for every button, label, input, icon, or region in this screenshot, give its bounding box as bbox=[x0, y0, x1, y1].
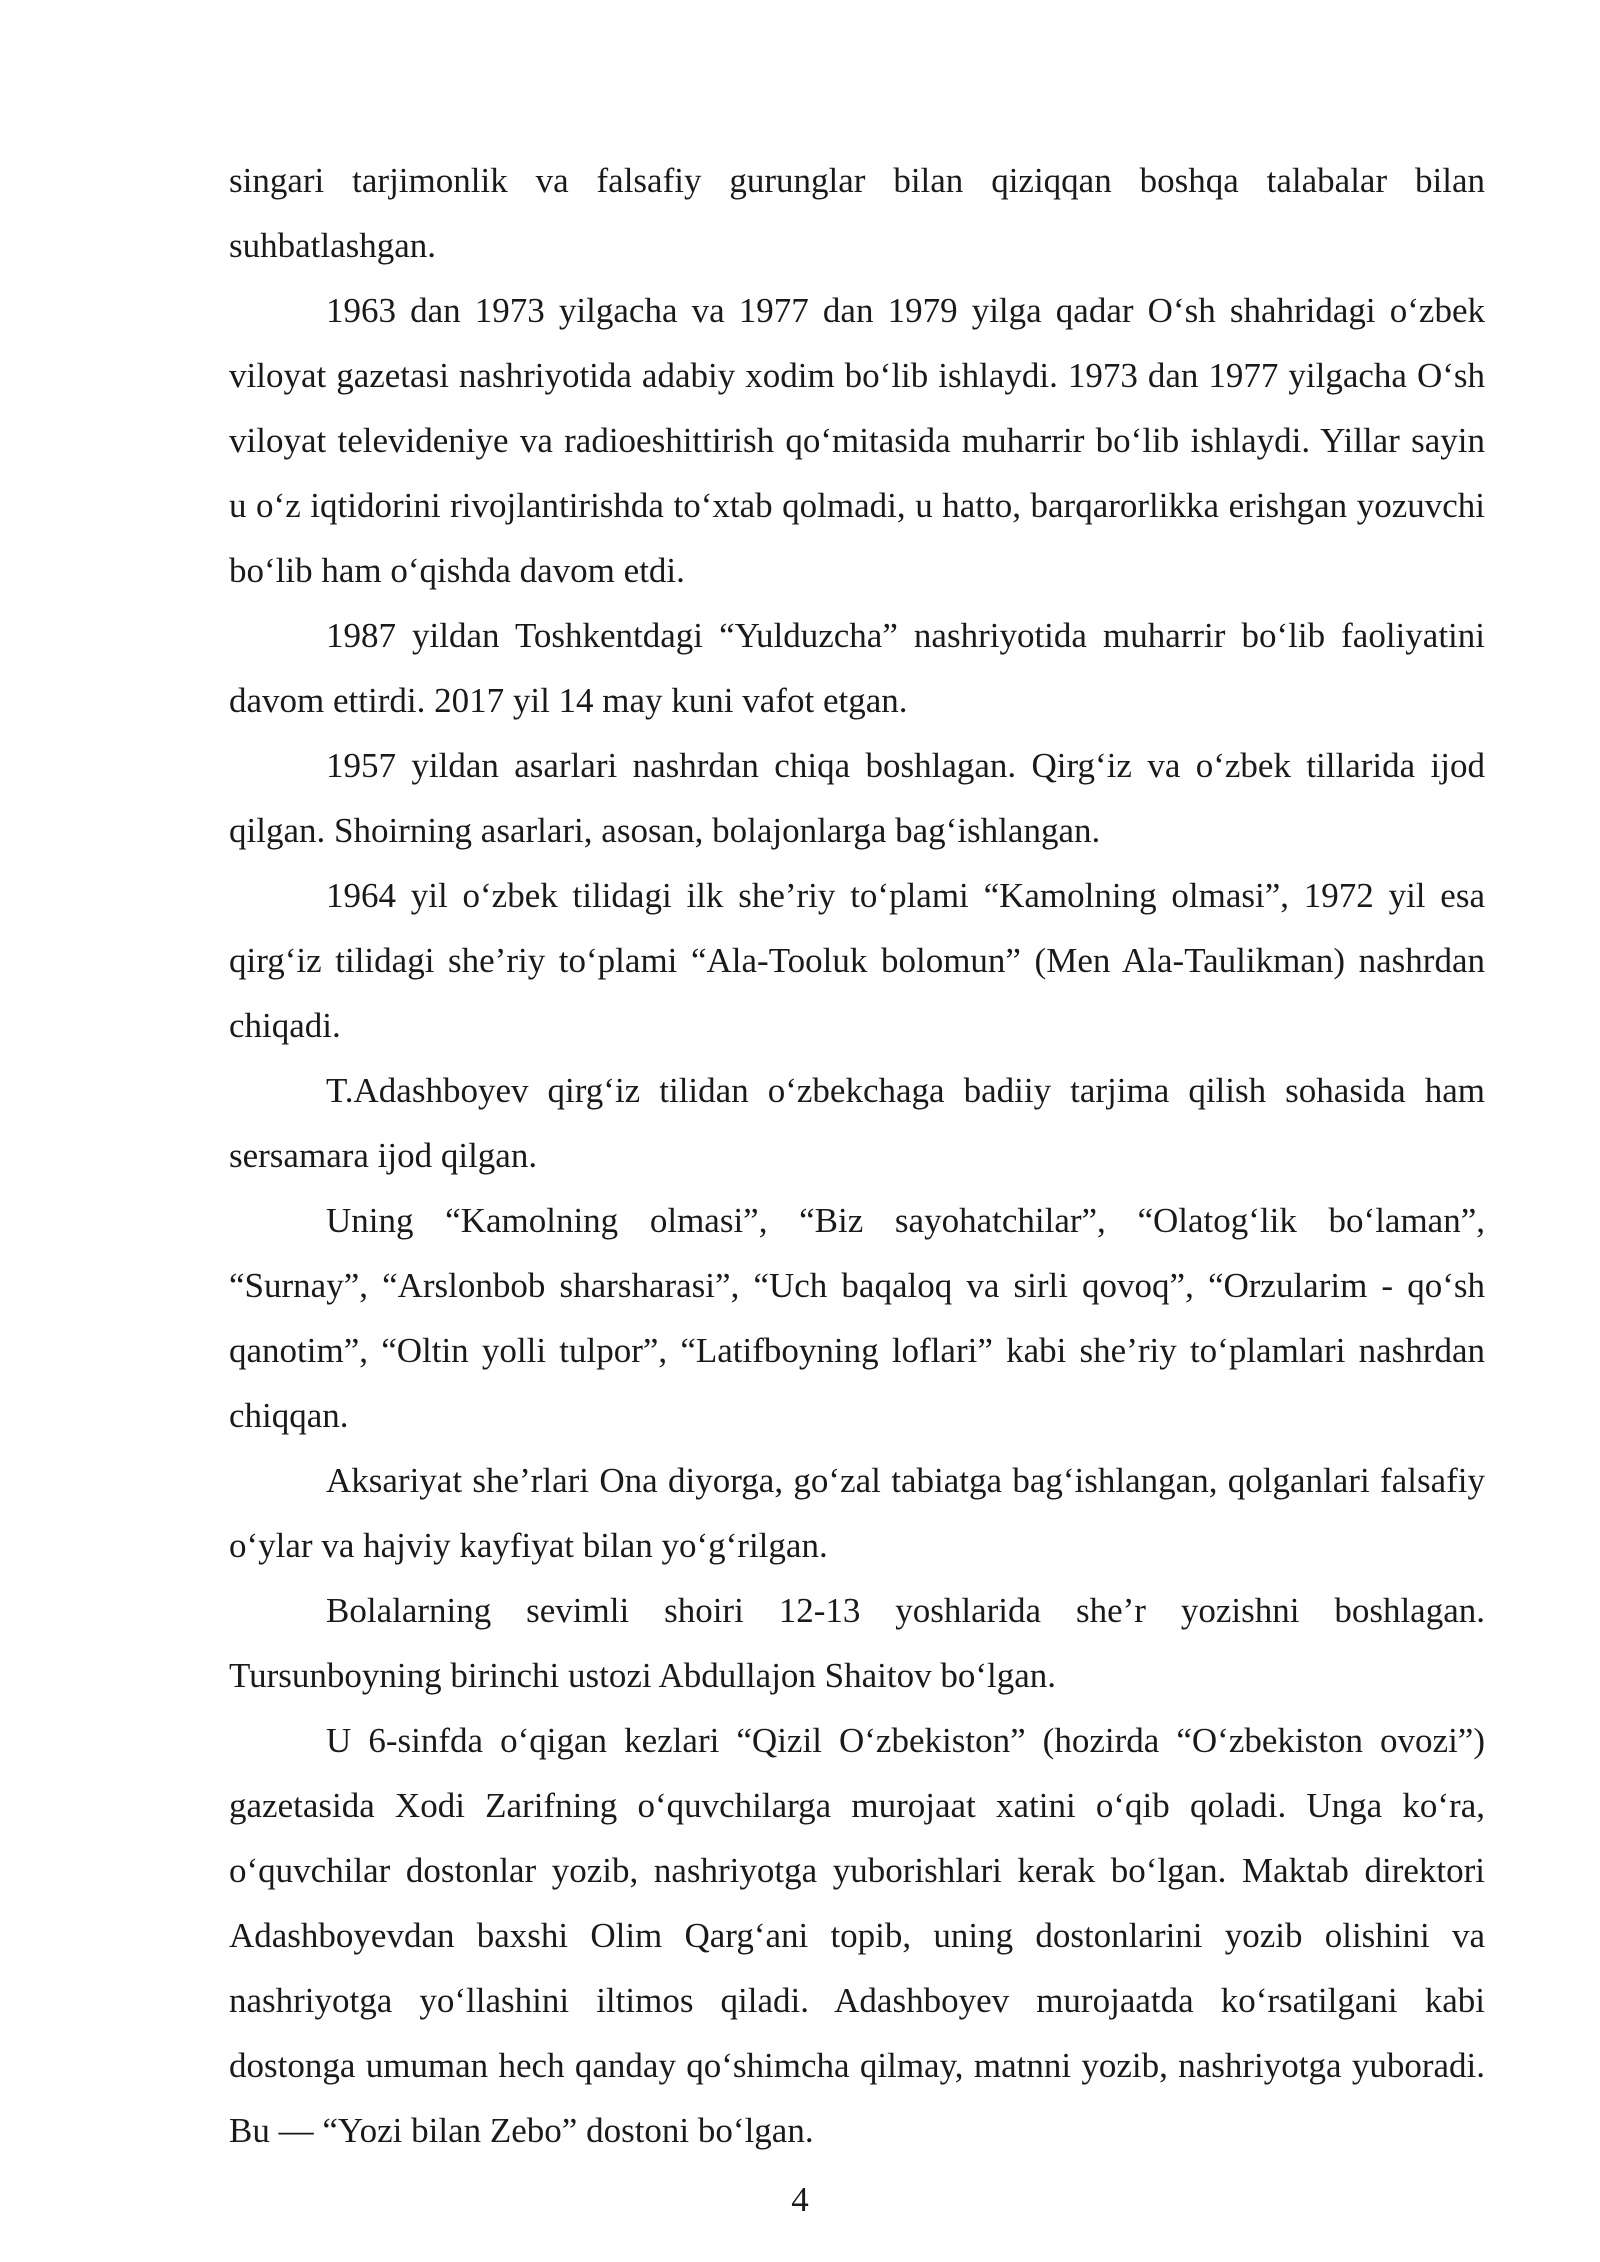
page-number: 4 bbox=[791, 2180, 809, 2219]
paragraph-themes: Aksariyat she’rlari Ona diyorga, go‘zal tabiatga bag‘ishlangan, qolganlari falsafiy o‘ylar va hajviy kayfiyat bilan yo‘g‘rilgan. bbox=[229, 1461, 1485, 1565]
paragraph-work-history: 1963 dan 1973 yilgacha va 1977 dan 1979 yilga qadar O‘sh shahridagi o‘zbek viloyat gazetasi nashriyotida adabiy xodim bo‘lib ishlaydi. 1973 dan 1977 yilgacha O‘sh viloyat televideniye va radioeshittirish qo‘mitasida muharrir bo‘lib ishlaydi. Yillar sayin u o‘z iqtidorini rivojlantirishda to‘xtab qolmadi, u hatto, barqarorlikka erishgan yozuvchi bo‘lib ham o‘qishda davom etdi. bbox=[229, 291, 1485, 590]
page-body-text bbox=[229, 148, 1485, 2163]
paragraph-yulduzcha: 1987 yildan Toshkentdagi “Yulduzcha” nashriyotida muharrir bo‘lib faoliyatini davom ettirdi. 2017 yil 14 may kuni vafot etgan. bbox=[229, 616, 1485, 720]
paragraph-translation: T.Adashboyev qirg‘iz tilidan o‘zbekchaga badiiy tarjima qilish sohasida ham sersamara ijod qilgan. bbox=[229, 1071, 1485, 1175]
paragraph-early-poems: Bolalarning sevimli shoiri 12-13 yoshlarida she’r yozishni boshlagan. Tursunboyning birinchi ustozi Abdullajon Shaitov bo‘lgan. bbox=[229, 1591, 1485, 1695]
paragraph-continuation: singari tarjimonlik va falsafiy gurunglar bilan qiziqqan boshqa talabalar bilan suhbatlashgan. bbox=[229, 161, 1485, 265]
paragraph-collections-list: Uning “Kamolning olmasi”, “Biz sayohatchilar”, “Olatog‘lik bo‘laman”, “Surnay”, “Arslonbob sharsharasi”, “Uch baqaloq va sirli qovoq”, “Orzularim - qo‘sh qanotim”, “Oltin yolli tulpor”, “Latifboyning loflari” kabi she’riy to‘plamlari nashrdan chiqqan. bbox=[229, 1201, 1485, 1435]
paragraph-first-collections: 1964 yil o‘zbek tilidagi ilk she’riy to‘plami “Kamolning olmasi”, 1972 yil esa qirg‘iz tilidagi she’riy to‘plami “Ala-Tooluk bolomun” (Men Ala-Taulikman) nashrdan chiqadi. bbox=[229, 876, 1485, 1045]
paragraph-school-story: U 6-sinfda o‘qigan kezlari “Qizil O‘zbekiston” (hozirda “O‘zbekiston ovozi”) gazetasida Xodi Zarifning o‘quvchilarga murojaat xatini o‘qib qoladi. Unga ko‘ra, o‘quvchilar dostonlar yozib, nashriyotga yuborishlari kerak bo‘lgan. Maktab direktori Adashboyevdan baxshi Olim Qarg‘ani topib, uning dostonlarini yozib olishini va nashriyotga yo‘llashini iltimos qiladi. Adashboyev murojaatda ko‘rsatilgani kabi dostonga umuman hech qanday qo‘shimcha qilmay, matnni yozib, nashriyotga yuboradi. Bu — “Yozi bilan Zebo” dostoni bo‘lgan. bbox=[229, 1721, 1485, 2150]
paragraph-first-works: 1957 yildan asarlari nashrdan chiqa boshlagan. Qirg‘iz va o‘zbek tillarida ijod qilgan. Shoirning asarlari, asosan, bolajonlarga bag‘ishlangan. bbox=[229, 746, 1485, 850]
